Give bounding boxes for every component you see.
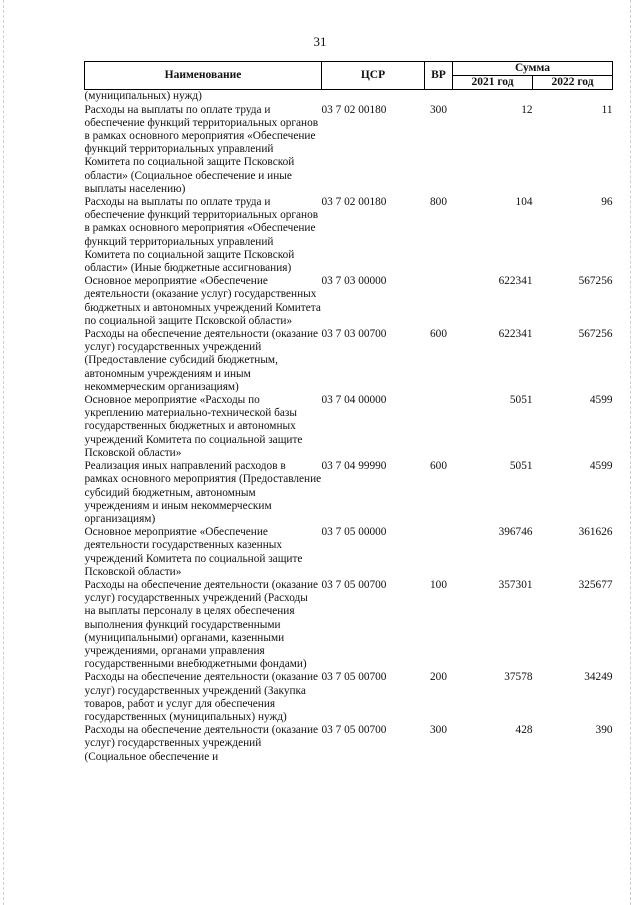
table-row: [85, 526, 613, 579]
row-sum-2022: 361626: [578, 526, 613, 539]
row-csr: 03 7 05 00000: [321, 526, 387, 539]
row-sum-2021: 12: [521, 103, 533, 116]
row-sum-2022: 4599: [589, 394, 613, 407]
row-vr: 200: [430, 671, 447, 684]
table-row: [85, 328, 613, 394]
row-csr: [322, 90, 425, 104]
row-name: Основное мероприятие «Обеспечение деятельности (оказание услуг) государственных бюджетных и автономных учреждений Комитета по социальной защите Псковской области»: [84, 275, 321, 327]
table-row: [85, 196, 613, 275]
row-sum-2022: 390: [595, 724, 613, 737]
row-vr: [425, 275, 453, 328]
budget-table: [84, 61, 613, 764]
row-csr: 03 7 02 00180: [321, 196, 387, 209]
row-sum-2022: 96: [601, 196, 613, 209]
header-year-2022: 2022 год: [533, 76, 613, 90]
table-row: [85, 579, 613, 671]
row-sum-2021: 396746: [498, 526, 533, 539]
row-vr: 800: [430, 196, 447, 209]
table-row: [85, 671, 613, 724]
row-vr: 600: [430, 460, 447, 473]
row-vr: 300: [430, 724, 447, 737]
row-vr: [425, 526, 453, 579]
table-row: [85, 275, 613, 328]
row-csr: 03 7 03 00700: [321, 328, 387, 341]
table-row: [85, 460, 613, 526]
row-name: Расходы на обеспечение деятельности (оказание услуг) государственных учреждений (Предоставление субсидий бюджетным, автономным учреждениям и иным некоммерческим организациям): [84, 328, 319, 393]
row-sum-2022: 34249: [584, 671, 613, 684]
row-sum-2021: 428: [515, 724, 533, 737]
row-vr: [425, 394, 453, 460]
row-name: Расходы на обеспечение деятельности (оказание услуг) государственных учреждений (Расходы на выплаты персоналу в целях обеспечения выполнения функций государственными (муниципальными) органами, казенными учреждениями, органами управления государственными внебюджетными фондами): [84, 578, 319, 671]
left-edge-line: [3, 0, 4, 905]
row-name: Расходы на обеспечение деятельности (оказание услуг) государственных учреждений (Социальное обеспечение и: [84, 724, 319, 763]
row-sum-2022: 325677: [578, 578, 613, 591]
header-vr: ВР: [425, 62, 453, 90]
row-vr: [425, 90, 453, 104]
row-sum-2021: 5051: [509, 460, 533, 473]
row-sum-2022: 567256: [578, 328, 613, 341]
row-name: Реализация иных направлений расходов в рамках основного мероприятия (Предоставление субсидий бюджетным, автономным учреждениям и иным некоммерческим организациям): [84, 460, 322, 525]
row-name: (муниципальных) нужд): [84, 90, 202, 103]
row-sum-2021: 622341: [498, 275, 533, 288]
row-sum-2021: 622341: [498, 328, 533, 341]
header-csr: ЦСР: [322, 62, 425, 90]
table-row: [85, 724, 613, 764]
table-row: [85, 90, 613, 104]
row-name: Расходы на обеспечение деятельности (оказание услуг) государственных учреждений (Закупка товаров, работ и услуг для обеспечения государственных (муниципальных) нужд): [84, 671, 319, 723]
table-row: [85, 394, 613, 460]
row-sum-2021: 37578: [504, 671, 533, 684]
row-vr: 100: [430, 578, 447, 591]
row-name: Основное мероприятие «Обеспечение деятельности государственных казенных учреждений Комитета по социальной защите Псковской области»: [84, 526, 303, 578]
row-sum-2022: 11: [601, 103, 613, 116]
row-name: Расходы на выплаты по оплате труда и обеспечение функций территориальных органов в рамках основного мероприятия «Обеспечение функций территориальных управлений Комитета по социальной защите Псковской области» (Иные бюджетные ассигнования): [84, 196, 319, 275]
row-csr: 03 7 05 00700: [321, 671, 387, 684]
row-sum-2022: [533, 90, 613, 104]
header-year-2021: 2021 год: [453, 76, 533, 90]
row-sum-2022: 4599: [589, 460, 613, 473]
row-vr: 600: [430, 328, 447, 341]
row-sum-2021: 104: [515, 196, 533, 209]
row-sum-2021: 357301: [498, 578, 533, 591]
row-name: Расходы на выплаты по оплате труда и обеспечение функций территориальных органов в рамках основного мероприятия «Обеспечение функций территориальных управлений Комитета по социальной защите Псковской области» (Социальное обеспечение и иные выплаты населению): [84, 103, 319, 195]
right-edge-line: [630, 0, 631, 905]
row-csr: 03 7 05 00700: [321, 578, 387, 591]
table-row: [85, 104, 613, 196]
row-sum-2021: 5051: [509, 394, 533, 407]
row-csr: 03 7 04 99990: [321, 460, 387, 473]
row-sum-2021: [453, 90, 533, 104]
row-name: Основное мероприятие «Расходы по укреплению материально-технической базы государственных бюджетных и автономных учреждений Комитета по социальной защите Псковской области»: [84, 394, 303, 459]
header-sum: Сумма: [453, 62, 613, 76]
row-sum-2022: 567256: [578, 275, 613, 288]
row-csr: 03 7 05 00700: [321, 724, 387, 737]
header-name: Наименование: [85, 62, 322, 90]
page-number: 31: [313, 34, 327, 49]
row-vr: 300: [430, 103, 447, 116]
row-csr: 03 7 04 00000: [321, 394, 387, 407]
row-csr: 03 7 02 00180: [321, 103, 387, 116]
row-csr: 03 7 03 00000: [321, 275, 387, 288]
